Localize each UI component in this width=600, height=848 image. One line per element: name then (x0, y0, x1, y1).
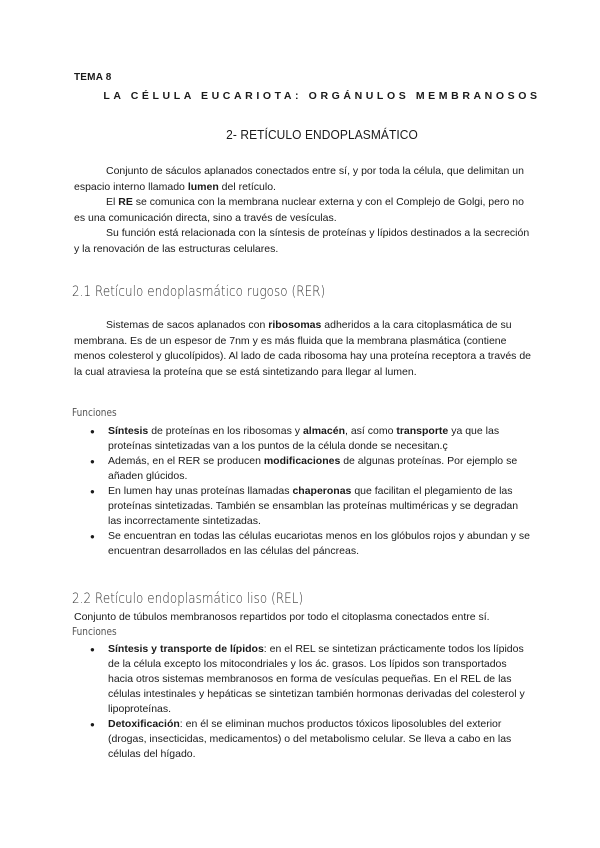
intro-paragraph-1: Conjunto de sáculos aplanados conectados entre sí, y por toda la célula, que delimitan un espacio interno llamado lumen del retículo. (74, 165, 524, 193)
rel-funciones-label: Funciones (72, 626, 117, 638)
section-title: 2- RETÍCULO ENDOPLASMÁTICO (226, 127, 418, 142)
intro-block (74, 164, 534, 257)
list-item: ● En lumen hay unas proteínas llamadas chaperonas que facilitan el plegamiento de las proteínas sintetizadas. También se ensamblan las proteínas multiméricas y se degradan las incorrectamente sintetizadas. (90, 484, 530, 529)
rer-subtitle: 2.1 Retículo endoplasmático rugoso (RER) (72, 284, 326, 300)
list-item: ● Síntesis de proteínas en los ribosomas y almacén, así como transporte ya que las proteínas sintetizadas van a los puntos de la célula donde se necesitan.ç (90, 424, 530, 454)
list-item: ● Detoxificación: en él se eliminan muchos productos tóxicos liposolubles del exterior (drogas, insecticidas, medicamentos) o del metabolismo celular. Se lleva a cabo en las células del hígado. (90, 717, 530, 762)
list-item: ● Además, en el RER se producen modificaciones de algunas proteínas. Por ejemplo se añaden glúcidos. (90, 454, 530, 484)
rer-function-list (90, 424, 530, 559)
rel-subtitle: 2.2 Retículo endoplasmático liso (REL) (72, 591, 304, 607)
list-item: ● Se encuentran en todas las células eucariotas menos en los glóbulos rojos y abundan y se encuentran desarrollados en las células del páncreas. (90, 529, 530, 559)
intro-paragraph-2: El RE se comunica con la membrana nuclear externa y con el Complejo de Golgi, pero no es una comunicación directa, sino a través de vesículas. (74, 196, 524, 224)
document-title: LA CÉLULA EUCARIOTA: ORGÁNULOS MEMBRANOSOS (103, 90, 541, 102)
tema-label: TEMA 8 (74, 72, 112, 83)
rer-description: Sistemas de sacos aplanados con ribosomas adheridos a la cara citoplasmática de su membrana. Es de un espesor de 7nm y es más fluida que la membrana plasmática (contiene menos colesterol y glucolípidos). Al lado de cada ribosoma hay una proteína receptora a través de la cual atraviesa la proteína que se está sintetizando para llegar al lumen. (74, 319, 532, 378)
rel-description: Conjunto de túbulos membranosos repartidos por todo el citoplasma conectados entre sí. (74, 611, 490, 623)
rel-function-list (90, 642, 530, 762)
intro-paragraph-3: Su función está relacionada con la síntesis de proteínas y lípidos destinados a la secreción y la renovación de las estructuras celulares. (74, 227, 530, 255)
rer-funciones-label: Funciones (72, 407, 117, 419)
list-item: ● Síntesis y transporte de lípidos: en el REL se sintetizan prácticamente todos los lípidos de la célula excepto los mitocondriales y los ác. grasos. Los lípidos son transportados hacia otros sistemas membranosos en forma de vesículas pequeñas. En el REL de las células intestinales y hepáticas se sintetizan también hormonas derivadas del colesterol y lipoproteínas. (90, 642, 530, 717)
